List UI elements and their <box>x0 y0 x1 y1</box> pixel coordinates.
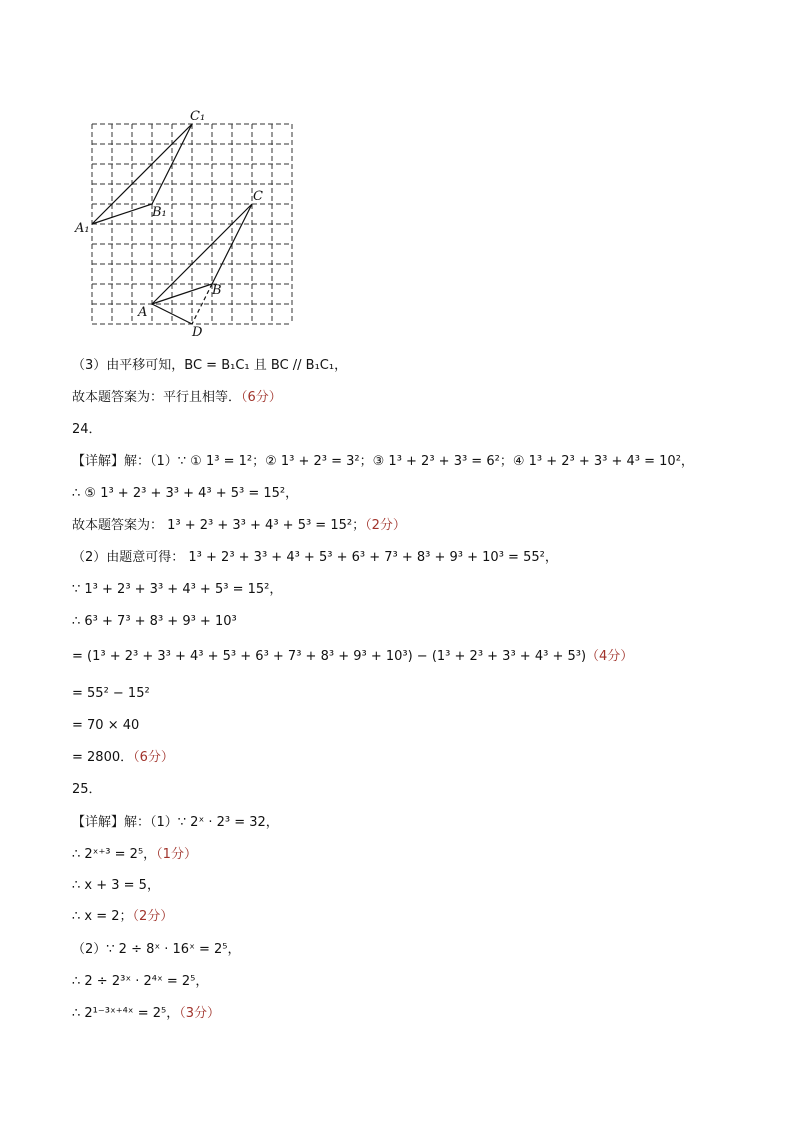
question-number: 25． <box>72 782 102 797</box>
label-d: D <box>192 325 203 340</box>
triangle-a1b1c1 <box>92 124 192 224</box>
label-a: A <box>138 305 148 320</box>
text-line: = 55² − 15² <box>72 686 150 701</box>
text-line: ∴ ⑤ 1³ + 2³ + 3³ + 4³ + 5³ = 15²， <box>72 486 299 501</box>
text-line: ∴ 2¹⁻³ˣ⁺⁴ˣ = 2⁵，（3分） <box>72 1006 220 1021</box>
text-line: 故本题答案为：平行且相等．（6分） <box>72 390 282 405</box>
text-line: = 2800．（6分） <box>72 750 174 765</box>
text-line: （2）∵ 2 ÷ 8ˣ · 16ˣ = 2⁵， <box>72 942 241 957</box>
text-line: = (1³ + 2³ + 3³ + 4³ + 5³ + 6³ + 7³ + 8³ + 9³ + 10³) − (1³ + 2³ + 3³ + 4³ + 5³)（4分） <box>72 649 634 664</box>
text-line: 【详解】解：（1）∵ ① 1³ = 1²；② 1³ + 2³ = 3²；③ 1³ + 2³ + 3³ = 6²；④ 1³ + 2³ + 3³ + 4³ = 10²， <box>72 454 694 469</box>
label-b: B <box>212 283 222 298</box>
text-line: ∴ x = 2；（2分） <box>72 909 174 924</box>
label-c1: C₁ <box>190 109 206 124</box>
triangle-abc <box>152 204 252 304</box>
translation-grid-figure <box>72 104 312 344</box>
dashed-grid <box>92 124 292 324</box>
text-line: （2）由题意可得： 1³ + 2³ + 3³ + 4³ + 5³ + 6³ + 7³ + 8³ + 9³ + 10³ = 55²， <box>72 550 558 565</box>
text-line: （3）由平移可知，BC = B₁C₁ 且 BC // B₁C₁， <box>72 358 348 373</box>
text-line: ∵ 1³ + 2³ + 3³ + 4³ + 5³ = 15²， <box>72 582 283 597</box>
label-a1: A₁ <box>75 221 90 236</box>
text-line: = 70 × 40 <box>72 718 140 733</box>
label-b1: B₁ <box>152 205 167 220</box>
text-line: ∴ 2ˣ⁺³ = 2⁵，（1分） <box>72 847 197 862</box>
question-number: 24． <box>72 422 102 437</box>
grid-svg <box>72 104 312 344</box>
text-line: 故本题答案为： 1³ + 2³ + 3³ + 4³ + 5³ = 15²；（2分） <box>72 518 406 533</box>
text-line: ∴ 6³ + 7³ + 8³ + 9³ + 10³ <box>72 614 237 629</box>
text-line: ∴ 2 ÷ 2³ˣ · 2⁴ˣ = 2⁵， <box>72 974 209 989</box>
text-line: 【详解】解：（1）∵ 2ˣ · 2³ = 32， <box>72 815 279 830</box>
text-line: ∴ x + 3 = 5， <box>72 878 160 893</box>
label-c: C <box>253 189 263 204</box>
